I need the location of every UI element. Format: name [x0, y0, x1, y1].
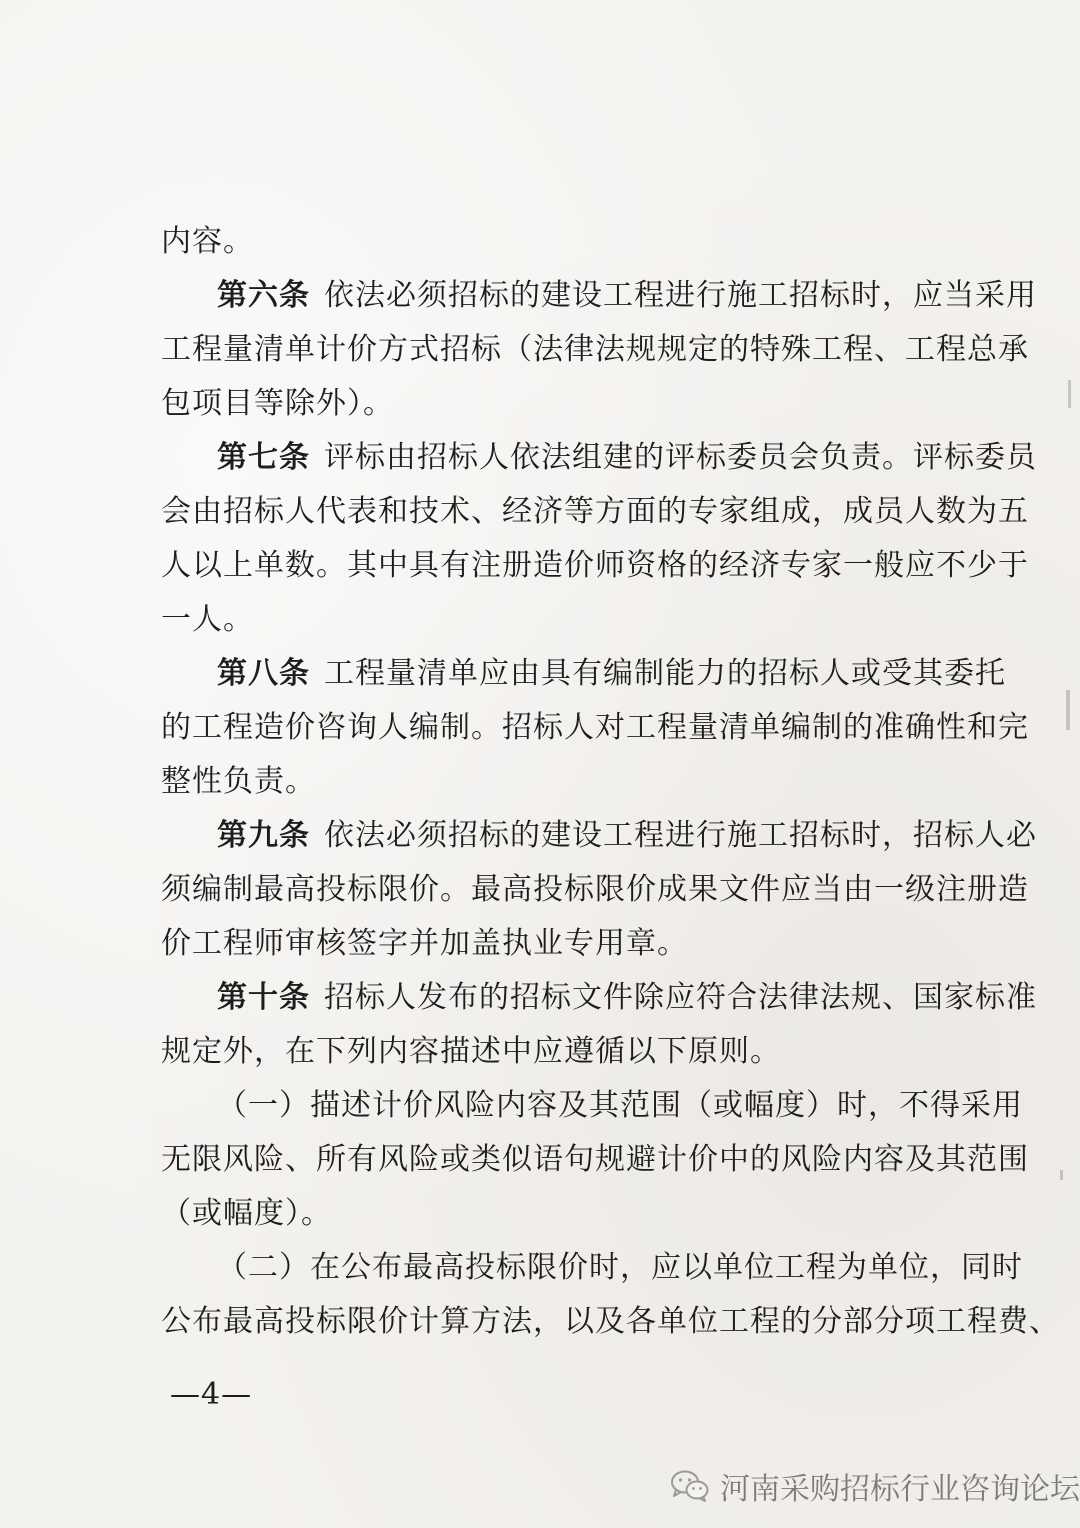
line-text: 须编制最高投标限价。最高投标限价成果文件应当由一级注册造 — [161, 872, 1029, 907]
text-line — [161, 384, 394, 424]
text-line — [217, 1086, 1023, 1126]
line-text: 依法必须招标的建设工程进行施工招标时，招标人必 — [324, 818, 1037, 853]
line-text: 价工程师审核签字并加盖执业专用章。 — [161, 926, 688, 961]
line-text: 依法必须招标的建设工程进行施工招标时，应当采用 — [324, 278, 1037, 313]
article-label: 第八条 — [217, 656, 310, 691]
line-text: 内容。 — [161, 224, 254, 259]
watermark-text: 河南采购招标行业咨询论坛 — [720, 1472, 1080, 1507]
text-line — [161, 492, 1029, 532]
line-text: （或幅度）。 — [161, 1196, 332, 1231]
article-7-line — [217, 438, 1037, 478]
line-text: 人以上单数。其中具有注册造价师资格的经济专家一般应不少于 — [161, 548, 1029, 583]
scan-mark — [1068, 380, 1071, 408]
text-line — [161, 762, 316, 802]
text-line — [161, 330, 1029, 370]
text-line — [161, 546, 1029, 586]
scan-mark — [1066, 690, 1070, 730]
text-line — [161, 222, 254, 262]
article-label: 第十条 — [217, 980, 310, 1015]
line-text: （二）在公布最高投标限价时，应以单位工程为单位，同时 — [217, 1250, 1023, 1285]
text-line — [217, 1248, 1023, 1288]
article-8-line — [217, 654, 1006, 694]
text-line — [161, 708, 1029, 748]
line-text: 招标人发布的招标文件除应符合法律法规、国家标准 — [324, 980, 1037, 1015]
line-text: 的工程造价咨询人编制。招标人对工程量清单编制的准确性和完 — [161, 710, 1029, 745]
article-label: 第七条 — [217, 440, 310, 475]
scan-mark — [1060, 1170, 1063, 1180]
line-text: 公布最高投标限价计算方法，以及各单位工程的分部分项工程费、 — [161, 1304, 1060, 1339]
line-text: 会由招标人代表和技术、经济等方面的专家组成，成员人数为五 — [161, 494, 1029, 529]
line-text: 评标由招标人依法组建的评标委员会负责。评标委员 — [324, 440, 1037, 475]
article-6-line — [217, 276, 1037, 316]
text-line — [161, 600, 254, 640]
text-line — [161, 1140, 1029, 1180]
text-line — [161, 1302, 1060, 1342]
line-text: 工程量清单应由具有编制能力的招标人或受其委托 — [324, 656, 1006, 691]
line-text: （一）描述计价风险内容及其范围（或幅度）时，不得采用 — [217, 1088, 1023, 1123]
line-text: 规定外，在下列内容描述中应遵循以下原则。 — [161, 1034, 781, 1069]
line-text: 工程量清单计价方式招标（法律法规规定的特殊工程、工程总承 — [161, 332, 1029, 367]
page-number: —4— — [170, 1377, 253, 1412]
article-label: 第九条 — [217, 818, 310, 853]
article-9-line — [217, 816, 1037, 856]
text-line — [161, 870, 1029, 910]
article-label: 第六条 — [217, 278, 310, 313]
text-line — [161, 1032, 781, 1072]
line-text: 包项目等除外）。 — [161, 386, 394, 421]
wechat-icon — [670, 1469, 710, 1503]
article-10-line — [217, 978, 1037, 1018]
line-text: 整性负责。 — [161, 764, 316, 799]
line-text: 无限风险、所有风险或类似语句规避计价中的风险内容及其范围 — [161, 1142, 1029, 1177]
text-line — [161, 924, 688, 964]
text-line — [161, 1194, 332, 1234]
watermark — [670, 1465, 1080, 1507]
line-text: 一人。 — [161, 602, 254, 637]
